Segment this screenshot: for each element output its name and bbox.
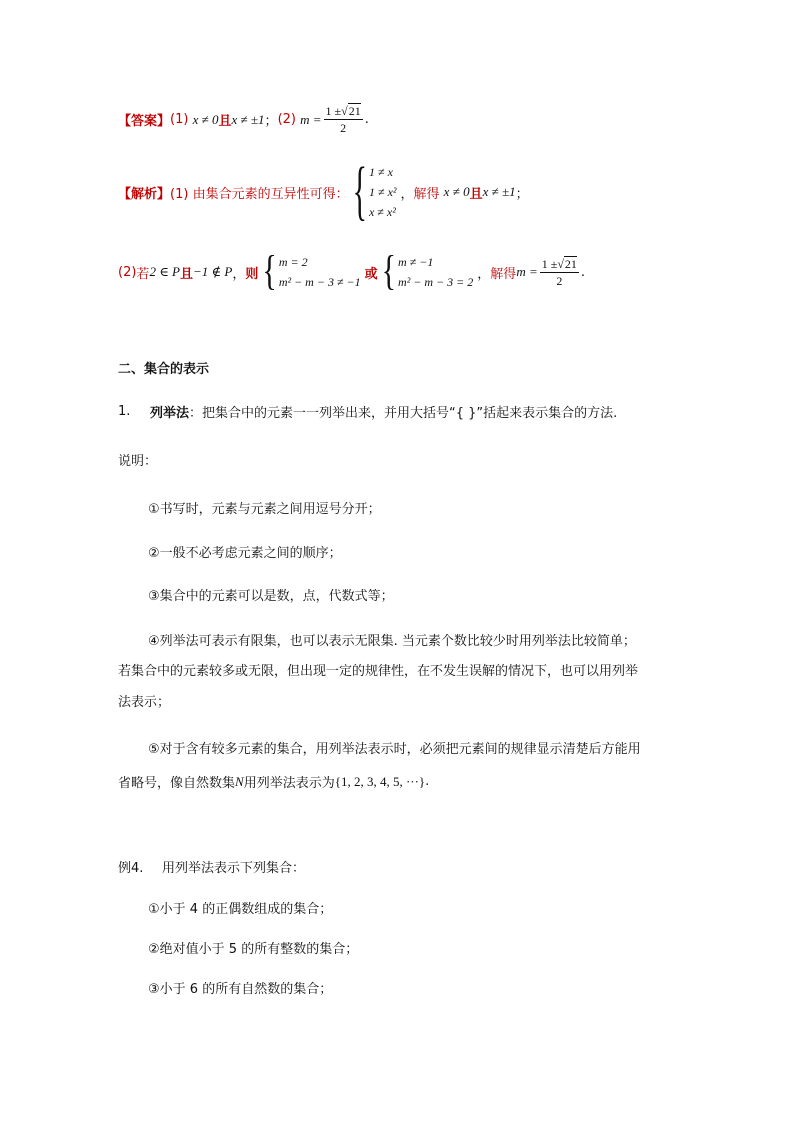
system-row: 1 ≠ x <box>368 165 393 179</box>
analysis-and: 且 <box>469 186 483 202</box>
note-4-line-3: 法表示； <box>118 695 171 710</box>
answer-lhs: m = <box>300 111 322 127</box>
left-brace-icon: { <box>381 248 397 295</box>
system-row: x ≠ x² <box>368 205 396 219</box>
note-4-line-1: ④列举法可表示有限集，也可以表示无限集. 当元素个数比较少时用列举法比较简单； <box>148 634 636 649</box>
analysis-expr-a: x ≠ 0 <box>443 184 470 199</box>
example-label: 例4. <box>118 861 144 876</box>
answer-tag: 【答案】 <box>118 114 171 129</box>
section-heading: 二、集合的表示 <box>118 362 210 377</box>
item-text: ：把集合中的元素一一列举出来，并用大括号“{ }”括起来表示集合的方法. <box>189 406 618 421</box>
part2-cond-a: 2 ∈ P <box>149 264 181 279</box>
sqrt-icon: √ <box>341 104 348 118</box>
note-5-line-1: ⑤对于含有较多元素的集合，用列举法表示时，必须把元素间的规律显示清楚后方能用 <box>148 742 641 757</box>
left-brace-icon: { <box>352 154 367 228</box>
system-row: m² − m − 3 = 2 <box>398 275 474 289</box>
note-2: ②一般不必考虑元素之间的顺序； <box>148 546 342 561</box>
part2-or: 或 <box>364 266 378 282</box>
note-1: ①书写时，元素与元素之间用逗号分开； <box>148 502 381 517</box>
note-5-text-a: 省略号，像自然数集 <box>118 776 236 791</box>
system-row: m = 2 <box>278 255 308 269</box>
natural-numbers-set: {1, 2, 3, 4, 5, ···} <box>334 773 426 789</box>
part2-then: 则 <box>245 266 259 282</box>
part2-line <box>118 248 586 295</box>
note-5-end: . <box>425 774 430 789</box>
natural-numbers-symbol: N <box>235 773 244 789</box>
example-question-2: ②绝对值小于 5 的所有整数的集合； <box>148 942 359 957</box>
example-question-1: ①小于 4 的正偶数组成的集合； <box>148 902 333 917</box>
system-row: 1 ≠ x² <box>368 185 397 199</box>
part2-lhs: m = <box>516 264 538 279</box>
note-5-text-b: 用列举法表示为 <box>243 776 335 791</box>
analysis-text: (1) 由集合元素的互异性可得： <box>170 186 349 202</box>
example-question-3: ③小于 6 的所有自然数的集合； <box>148 982 333 997</box>
radicand: 21 <box>348 104 361 118</box>
analysis-tag: 【解析】 <box>118 186 171 202</box>
note-5-line-2 <box>118 772 429 791</box>
equation-system-2 <box>381 248 474 295</box>
system-row: m² − m − 3 ≠ −1 <box>278 275 361 289</box>
definition-item <box>118 402 617 421</box>
answer-expr-a: x ≠ 0 <box>192 111 219 127</box>
part2-end: . <box>580 264 586 280</box>
answer-and: 且 <box>218 114 232 129</box>
answer-line <box>118 104 369 135</box>
analysis-expr-b: x ≠ ±1 <box>482 184 516 199</box>
answer-expr-b: x ≠ ±1 <box>231 111 265 127</box>
item-number: 1. <box>118 404 131 419</box>
equation-system-1 <box>262 248 361 295</box>
part2-comma: ， <box>232 266 246 282</box>
left-brace-icon: { <box>262 248 277 295</box>
answer-part2-label: (2) <box>277 112 296 127</box>
analysis-end: ； <box>515 186 529 202</box>
fraction-denominator: 2 <box>556 273 563 288</box>
answer-sep: ； <box>264 114 278 129</box>
inequality-system <box>352 154 397 228</box>
system-row: m ≠ −1 <box>398 255 434 269</box>
note-4-line-2: 若集合中的元素较多或无限，但出现一定的规律性，在不发生误解的情况下，也可以用列举 <box>118 664 639 679</box>
fraction-numerator: 1 ± <box>541 256 558 271</box>
answer-part1-label: (1) <box>170 112 189 127</box>
answer-end: . <box>364 112 369 127</box>
part2-cond-b: −1 ∉ P <box>193 264 233 279</box>
fraction-denominator: 2 <box>340 121 347 135</box>
part2-fraction <box>540 257 579 288</box>
note-3: ③集合中的元素可以是数，点，代数式等； <box>148 589 394 604</box>
part2-label: (2) <box>118 264 137 280</box>
part2-if: 若 <box>136 266 150 282</box>
part2-and: 且 <box>180 266 194 282</box>
example-prompt: 用列举法表示下列集合： <box>162 861 306 876</box>
fraction-numerator: 1 ± <box>325 104 342 118</box>
analysis-solve: 解得 <box>413 186 440 202</box>
sqrt-icon: √ <box>557 256 564 271</box>
notes-label: 说明： <box>118 454 158 469</box>
part2-solve: 解得 <box>490 266 517 282</box>
analysis-comma: ， <box>400 186 414 202</box>
analysis-line <box>118 154 529 228</box>
part2-comma2: ， <box>477 266 491 282</box>
item-term: 列举法 <box>150 406 190 421</box>
radicand: 21 <box>564 256 577 271</box>
example-heading <box>118 857 305 876</box>
